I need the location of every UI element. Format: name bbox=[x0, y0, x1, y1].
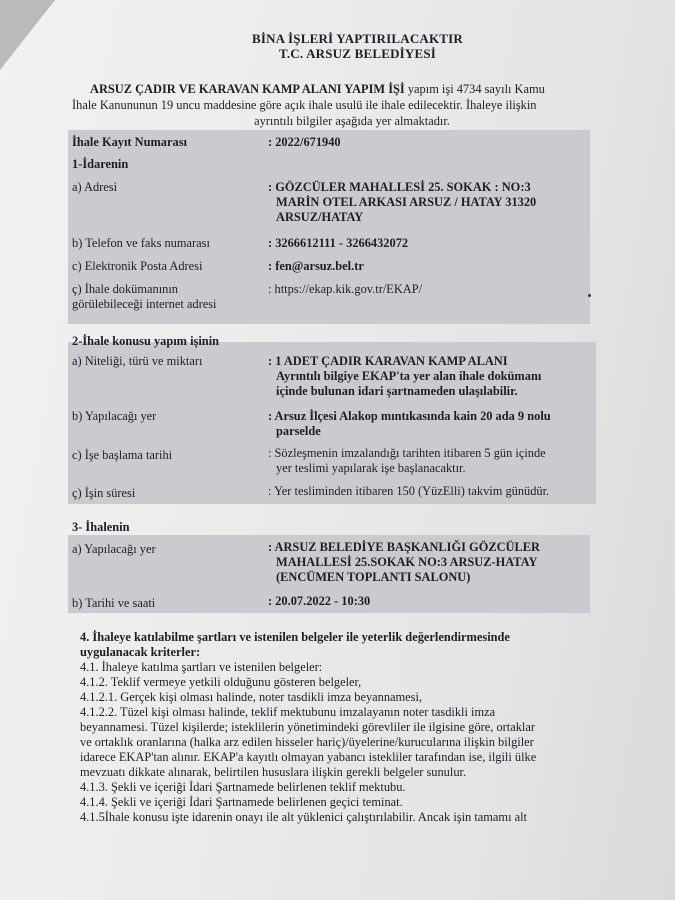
tender-date-value: : 20.07.2022 - 10:30 bbox=[268, 594, 371, 608]
tender-date-label: b) Tarihi ve saati bbox=[72, 596, 156, 610]
criteria-line: ve ortaklık oranlarına (halka arz edilen hisseler hariç)/üyelerine/kurucularına ilişkin bilgiler bbox=[80, 735, 534, 749]
criteria-line: 4.1.2. Teklif vermeye yetkili olduğunu gösteren belgeler, bbox=[80, 675, 362, 689]
web-label-line-2: görülebileceği internet adresi bbox=[72, 297, 217, 311]
criteria-line: 4.1.5İhale konusu işte idarenin onayı ile alt yüklenici çalıştırılabilir. Ancak işin tamamı alt bbox=[80, 810, 527, 824]
criteria-line: 4.1.2.2. Tüzel kişi olması halinde, teklif mektubunu imzalayanın noter tasdikli imza bbox=[80, 705, 496, 719]
start-date-label: c) İşe başlama tarihi bbox=[72, 448, 173, 462]
intro-line-2: İhale Kanununun 19 uncu maddesine göre açık ihale usulü ile ihale edilecektir. İhaleye ilişkin bbox=[72, 98, 537, 112]
tender-place-line-2: MAHALLESİ 25.SOKAK NO:3 ARSUZ-HATAY bbox=[276, 555, 538, 569]
address-line-3: ARSUZ/HATAY bbox=[276, 210, 364, 224]
section-4-heading-line-1: 4. İhaleye katılabilme şartları ve istenilen belgeler ile yeterlik değerlendirmesinde bbox=[80, 630, 510, 644]
phone-value: : 3266612111 - 3266432072 bbox=[268, 236, 409, 250]
section-2-heading: 2-İhale konusu yapım işinin bbox=[72, 334, 220, 348]
address-line-1: : GÖZCÜLER MAHALLESİ 25. SOKAK : NO:3 bbox=[268, 180, 531, 194]
institution-title: T.C. ARSUZ BELEDİYESİ bbox=[278, 46, 437, 61]
web-label-line-1: ç) İhale dokümanının bbox=[72, 282, 178, 296]
criteria-line: mevzuatı dikkate alınarak, belirtilen hususlara ilişkin gerekli belgeler sunulur. bbox=[80, 765, 467, 779]
nature-line-2: Ayrıntılı bilgiye EKAP'ta yer alan ihale dokümanı bbox=[276, 369, 542, 383]
web-value: : https://ekap.kik.gov.tr/EKAP/ bbox=[268, 282, 423, 296]
criteria-line: 4.1. İhaleye katılma şartları ve istenilen belgeler: bbox=[80, 660, 323, 674]
intro-line-3: ayrıntılı bilgiler aşağıda yer almaktadır. bbox=[254, 114, 450, 128]
ink-speck bbox=[588, 294, 591, 297]
project-name: ARSUZ ÇADIR VE KARAVAN KAMP ALANI YAPIM İŞİ bbox=[90, 82, 405, 96]
intro-line-1-rest: yapım işi 4734 sayılı Kamu bbox=[407, 82, 545, 96]
duration-label: ç) İşin süresi bbox=[72, 486, 136, 500]
address-line-2: MARİN OTEL ARKASI ARSUZ / HATAY 31320 bbox=[276, 195, 537, 209]
nature-line-1: : 1 ADET ÇADIR KARAVAN KAMP ALANI bbox=[268, 354, 508, 368]
criteria-line: 4.1.4. Şekli ve içeriği İdari Şartnamede belirlenen geçici teminat. bbox=[80, 795, 403, 809]
nature-label: a) Niteliği, türü ve miktarı bbox=[72, 354, 203, 368]
work-place-line-2: parselde bbox=[276, 424, 321, 438]
document-title: BİNA İŞLERİ YAPTIRILACAKTIR bbox=[251, 31, 464, 46]
criteria-line: 4.1.3. Şekli ve içeriği İdari Şartnamede belirlenen teklif mektubu. bbox=[80, 780, 406, 794]
email-value: : fen@arsuz.bel.tr bbox=[268, 259, 364, 273]
section-3-heading: 3- İhalenin bbox=[72, 520, 130, 534]
email-label: c) Elektronik Posta Adresi bbox=[72, 259, 203, 273]
start-line-1: : Sözleşmenin imzalandığı tarihten itibaren 5 gün içinde bbox=[268, 446, 546, 460]
work-place-label: b) Yapılacağı yer bbox=[72, 409, 157, 423]
nature-line-3: içinde bulunan idari şartnameden ulaşılabilir. bbox=[276, 384, 518, 398]
section-1-heading: 1-İdarenin bbox=[72, 157, 129, 171]
address-label: a) Adresi bbox=[72, 180, 118, 194]
section-4-heading-line-2: uygulanacak kriterler: bbox=[80, 645, 201, 659]
intro-line-1 bbox=[72, 81, 650, 97]
criteria-line: beyannamesi. Tüzel kişilerde; isteklilerin yönetimindeki görevliler ile ilgisine göre, ortaklar bbox=[80, 720, 535, 734]
registry-label: İhale Kayıt Numarası bbox=[72, 135, 187, 149]
start-line-2: yer teslimi yapılarak işe başlanacaktır. bbox=[276, 461, 466, 475]
work-place-line-1: : Arsuz İlçesi Alakop mıntıkasında kain 20 ada 9 nolu bbox=[268, 409, 551, 423]
criteria-line: 4.1.2.1. Gerçek kişi olması halinde, noter tasdikli imza beyannamesi, bbox=[80, 690, 423, 704]
phone-label: b) Telefon ve faks numarası bbox=[72, 236, 210, 250]
duration-value: : Yer tesliminden itibaren 150 (YüzElli) takvim günüdür. bbox=[268, 484, 550, 498]
tender-place-line-3: (ENCÜMEN TOPLANTI SALONU) bbox=[276, 570, 471, 584]
tender-place-label: a) Yapılacağı yer bbox=[72, 542, 156, 556]
registry-value: : 2022/671940 bbox=[268, 135, 341, 149]
tender-place-line-1: : ARSUZ BELEDİYE BAŞKANLIĞI GÖZCÜLER bbox=[268, 540, 540, 554]
criteria-line: idarece EKAP'tan alınır. EKAP'a kayıtlı olmayan yabancı istekliler tarafından ise, ilgili ülke bbox=[80, 750, 537, 764]
